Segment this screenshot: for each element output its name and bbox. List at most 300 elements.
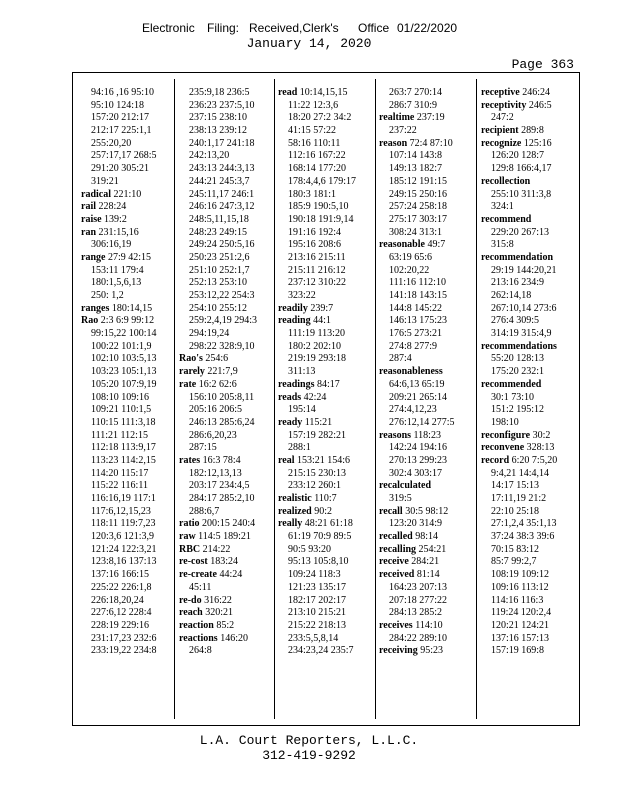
index-continuation	[481, 531, 573, 544]
page-line-refs: 253:12,22 254:3	[189, 290, 255, 301]
index-continuation	[481, 544, 573, 557]
index-term: rail	[81, 201, 96, 213]
page-line-refs: 45:11	[189, 581, 212, 593]
page-line-refs: 245:11,17 246:1	[189, 188, 255, 200]
page-line-refs: 240:1,17 241:18	[189, 137, 255, 149]
index-continuation	[379, 607, 471, 620]
page-line-refs: 107:14 143:8	[389, 150, 443, 162]
index-continuation	[81, 100, 173, 113]
page-line-refs: 112:18 113:9,17	[91, 442, 156, 454]
index-continuation	[379, 176, 471, 189]
page-line-refs: 215:11 216:12	[288, 264, 346, 276]
page-line-refs: 125:16	[523, 137, 552, 149]
page-line-refs: 328:13	[526, 442, 555, 454]
index-continuation	[81, 341, 173, 354]
page-line-refs: 226:18,20,24	[91, 594, 144, 606]
index-continuation	[81, 125, 173, 138]
index-entry	[481, 430, 573, 443]
page-line-refs: 115:22 116:11	[91, 480, 148, 492]
page-line-refs: 205:16 206:5	[189, 404, 243, 416]
index-continuation	[81, 595, 173, 608]
page-line-refs: 120:21 124:21	[491, 619, 550, 631]
index-continuation	[81, 404, 173, 417]
page-line-refs: 103:23 105:1,13	[91, 366, 157, 378]
page-line-refs: 137:16 157:13	[491, 632, 550, 644]
index-entry	[278, 87, 370, 100]
page-line-refs: 231:17,23 232:6	[91, 632, 157, 644]
page-line-refs: 254:6	[205, 353, 229, 365]
page-line-refs: 302:4 303:17	[389, 467, 443, 479]
page-line-refs: 215:15 230:13	[288, 467, 347, 479]
index-column-5	[481, 87, 573, 658]
page-line-refs: 114:10	[415, 619, 443, 631]
index-entry	[379, 430, 471, 443]
page-line-refs: 243:13 244:3,13	[189, 163, 255, 175]
index-continuation	[81, 328, 173, 341]
index-continuation	[278, 328, 370, 341]
page-line-refs: 6:20 7:5,20	[511, 454, 558, 466]
page-line-refs: 274:8 277:9	[389, 340, 438, 352]
index-continuation	[481, 607, 573, 620]
index-continuation	[81, 150, 173, 163]
index-term: reach	[179, 607, 203, 619]
index-term: raise	[81, 213, 102, 225]
index-continuation	[179, 214, 271, 227]
index-term: re-create	[179, 569, 217, 581]
page-line-refs: 157:19 169:8	[491, 645, 545, 657]
index-entry	[278, 303, 370, 316]
page-line-refs: 182:12,13,13	[189, 467, 242, 479]
page-line-refs: 30:5 98:12	[405, 505, 449, 517]
filing-header	[0, 21, 618, 37]
page-line-refs: 195:14	[288, 404, 316, 416]
index-continuation	[481, 189, 573, 202]
index-term: range	[81, 251, 106, 263]
index-entry	[379, 138, 471, 151]
column-divider	[174, 79, 175, 719]
index-continuation	[278, 239, 370, 252]
index-entry	[81, 189, 173, 202]
index-continuation	[481, 595, 573, 608]
index-continuation	[278, 556, 370, 569]
page-line-refs: 112:16 167:22	[288, 150, 346, 162]
page-line-refs: 123:8,16 137:13	[91, 556, 157, 568]
page-line-refs: 221:10	[113, 188, 142, 200]
page-line-refs: 259:2,4,19 294:3	[189, 315, 258, 327]
index-term: realized	[278, 505, 312, 517]
index-continuation	[179, 125, 271, 138]
index-continuation	[81, 493, 173, 506]
index-entry	[481, 455, 573, 468]
index-continuation	[278, 442, 370, 455]
page-line-refs: 157:20 212:17	[91, 112, 150, 124]
page-line-refs: 30:1 73:10	[491, 391, 535, 403]
page-line-refs: 17:11,19 21:2	[491, 493, 547, 504]
index-term: record	[481, 454, 510, 466]
index-term: rates	[179, 454, 201, 466]
page-line-refs: 164:23 207:13	[389, 581, 448, 593]
footer-phone: 312-419-9292	[262, 748, 356, 763]
page-line-refs: 252:13 253:10	[189, 277, 248, 289]
index-entry	[81, 201, 173, 214]
index-term: recognize	[481, 137, 522, 149]
page-line-refs: 108:19 109:12	[491, 569, 550, 581]
page-line-refs: 264:8	[189, 645, 212, 657]
index-entry	[379, 620, 471, 633]
index-box	[72, 72, 580, 726]
page-line-refs: 123:20 314:9	[389, 518, 443, 530]
index-entry	[81, 252, 173, 265]
index-entry	[278, 392, 370, 405]
index-entry	[379, 239, 471, 252]
page-line-refs: 229:20 267:13	[491, 226, 550, 238]
index-continuation	[481, 480, 573, 493]
index-continuation	[81, 87, 173, 100]
index-continuation	[278, 620, 370, 633]
page-line-refs: 37:24 38:3 39:6	[491, 531, 555, 543]
index-continuation	[81, 112, 173, 125]
index-term: reasons	[379, 429, 412, 441]
page-line-refs: 237:19	[416, 112, 445, 124]
page-line-refs: 291:20 305:21	[91, 163, 150, 175]
page-line-refs: 141:18 143:15	[389, 290, 448, 301]
page-line-refs: 284:21	[411, 556, 440, 568]
index-entry	[179, 353, 271, 366]
page-line-refs: 237:12 310:22	[288, 277, 347, 289]
page-line-refs: 118:23	[413, 429, 441, 441]
index-continuation	[81, 379, 173, 392]
index-continuation	[278, 468, 370, 481]
column-divider	[274, 79, 275, 719]
index-continuation	[278, 607, 370, 620]
page-line-refs: 117:6,12,15,23	[91, 505, 151, 517]
index-term: read	[278, 87, 298, 98]
page-line-refs: 213:10 215:21	[288, 607, 347, 619]
electronic-label: Electronic	[142, 21, 195, 35]
index-continuation	[179, 493, 271, 506]
page-line-refs: 120:3,6 121:3,9	[91, 531, 155, 543]
page-line-refs: 257:17,17 268:5	[91, 150, 157, 162]
index-entry	[81, 227, 173, 240]
page-line-refs: 324:1	[491, 201, 514, 213]
index-term: rarely	[179, 366, 205, 378]
index-term: recommend	[481, 213, 532, 225]
index-continuation	[379, 518, 471, 531]
index-continuation	[379, 150, 471, 163]
index-term: readings	[278, 378, 315, 390]
index-term: readily	[278, 302, 308, 314]
index-continuation	[278, 214, 370, 227]
page-line-refs: 102:20,22	[389, 264, 430, 276]
page-line-refs: 250: 1,2	[91, 290, 124, 301]
index-term: reasonable	[379, 239, 425, 251]
index-continuation	[81, 544, 173, 557]
index-continuation	[81, 506, 173, 519]
index-continuation	[379, 201, 471, 214]
page-line-refs: 308:24 313:1	[389, 226, 443, 238]
index-term: receives	[379, 619, 413, 631]
page-line-refs: 311:13	[288, 366, 316, 378]
index-continuation	[481, 277, 573, 290]
page-line-refs: 248:23 249:15	[189, 226, 248, 238]
page-line-refs: 200:15 240:4	[202, 518, 256, 530]
index-continuation	[179, 645, 271, 658]
page-line-refs: 221:7,9	[207, 366, 238, 378]
index-continuation	[81, 645, 173, 658]
page-line-refs: 64:6,13 65:19	[389, 378, 445, 390]
page-line-refs: 284:22 289:10	[389, 632, 448, 644]
page-line-refs: 153:11 179:4	[91, 264, 144, 276]
page-line-refs: 249:24 250:5,16	[189, 239, 255, 251]
index-continuation	[278, 189, 370, 202]
page-line-refs: 146:20	[220, 632, 248, 644]
index-continuation	[81, 265, 173, 278]
index-continuation	[481, 404, 573, 417]
page-line-refs: 115:21	[304, 416, 333, 428]
page-line-refs: 176:5 273:21	[389, 328, 443, 340]
page-line-refs: 49:7	[427, 239, 446, 251]
page-line-refs: 95:10 124:18	[91, 99, 145, 111]
index-entry	[379, 366, 471, 379]
index-entry	[179, 455, 271, 468]
index-continuation	[379, 595, 471, 608]
page-line-refs: 203:17 234:4,5	[189, 480, 250, 492]
index-term: recipient	[481, 125, 519, 137]
index-continuation	[481, 556, 573, 569]
index-continuation	[179, 201, 271, 214]
office-label: Office	[358, 21, 390, 35]
page-line-refs: 94:16 ,16 95:10	[91, 87, 155, 98]
index-continuation	[481, 493, 573, 506]
page-line-refs: 289:8	[521, 125, 544, 137]
page-line-refs: 213:16 215:11	[288, 251, 346, 263]
column-divider	[375, 79, 376, 719]
index-entry	[179, 531, 271, 544]
index-continuation	[278, 480, 370, 493]
page-line-refs: 30:2	[532, 429, 551, 441]
page-line-refs: 110:7	[314, 493, 337, 504]
index-term: reconvene	[481, 442, 525, 454]
index-continuation	[179, 303, 271, 316]
index-term: reconfigure	[481, 429, 531, 441]
filing-label: Filing:	[207, 21, 240, 35]
index-continuation	[481, 506, 573, 519]
index-continuation	[81, 518, 173, 531]
index-continuation	[81, 531, 173, 544]
index-entry	[379, 531, 471, 544]
index-continuation	[379, 353, 471, 366]
index-term: reasonableness	[379, 366, 443, 378]
page-line-refs: 18:20 27:2 34:2	[288, 112, 352, 124]
index-entry	[81, 315, 173, 328]
page-line-refs: 85:2	[216, 619, 235, 631]
index-continuation	[278, 112, 370, 125]
page-line-refs: 182:17 202:17	[288, 594, 347, 606]
index-entry	[379, 569, 471, 582]
index-continuation	[278, 150, 370, 163]
page-line-refs: 180:1,5,6,13	[91, 277, 142, 289]
page-line-refs: 144:8 145:22	[389, 302, 443, 314]
index-continuation	[481, 468, 573, 481]
index-continuation	[278, 569, 370, 582]
index-term: recommended	[481, 378, 542, 390]
page-line-refs: 288:6,7	[189, 505, 220, 517]
page-line-refs: 215:22 218:13	[288, 619, 347, 631]
index-continuation	[179, 404, 271, 417]
page-line-refs: 113:23 114:2,15	[91, 454, 156, 466]
page-line-refs: 41:15 57:22	[288, 125, 337, 137]
page-line-refs: 95:23	[420, 645, 443, 657]
page-line-refs: 242:13,20	[189, 150, 230, 162]
page-line-refs: 85:7 99:2,7	[491, 556, 537, 568]
footer-company: L.A. Court Reporters, L.L.C.	[199, 733, 419, 748]
page-line-refs: 175:20 232:1	[491, 366, 545, 378]
page-line-refs: 81:14	[416, 569, 440, 581]
index-continuation	[179, 341, 271, 354]
index-continuation	[278, 531, 370, 544]
page-line-refs: 246:13 285:6,24	[189, 416, 255, 428]
index-continuation	[379, 189, 471, 202]
page-line-refs: 262:14,18	[491, 290, 532, 301]
page-line-refs: 185:9 190:5,10	[288, 201, 349, 213]
page-line-refs: 118:11 119:7,23	[91, 518, 156, 530]
index-continuation	[81, 290, 173, 303]
index-continuation	[278, 582, 370, 595]
page-line-refs: 315:8	[491, 239, 514, 251]
index-term: ranges	[81, 302, 110, 314]
index-continuation	[481, 201, 573, 214]
index-continuation	[379, 252, 471, 265]
page-line-refs: 294:19,24	[189, 328, 230, 340]
index-continuation	[379, 392, 471, 405]
index-continuation	[179, 315, 271, 328]
index-term: recommendation	[481, 251, 554, 263]
page-line-refs: 319:5	[389, 493, 412, 504]
index-continuation	[481, 290, 573, 303]
index-continuation	[481, 150, 573, 163]
index-entry	[179, 595, 271, 608]
index-continuation	[481, 353, 573, 366]
index-continuation	[179, 163, 271, 176]
page-line-refs: 178:4,4,6 179:17	[288, 175, 357, 187]
index-continuation	[179, 112, 271, 125]
index-continuation	[481, 518, 573, 531]
index-continuation	[379, 303, 471, 316]
index-continuation	[278, 595, 370, 608]
page-line-refs: 233:19,22 234:8	[91, 645, 157, 657]
index-continuation	[278, 138, 370, 151]
page-line-refs: 238:13 239:12	[189, 125, 248, 137]
index-continuation	[481, 239, 573, 252]
index-continuation	[379, 277, 471, 290]
index-continuation	[379, 227, 471, 240]
index-term: really	[278, 518, 303, 530]
index-continuation	[278, 290, 370, 303]
index-continuation	[179, 150, 271, 163]
index-continuation	[81, 239, 173, 252]
index-continuation	[278, 633, 370, 646]
index-entry	[481, 100, 573, 113]
index-entry	[278, 455, 370, 468]
index-continuation	[379, 455, 471, 468]
index-continuation	[278, 366, 370, 379]
page-line-refs: 246:16 247:3,12	[189, 201, 255, 213]
index-entry	[81, 214, 173, 227]
page-line-refs: 306:16,19	[91, 239, 132, 251]
page-line-refs: 14:17 15:13	[491, 480, 540, 492]
index-continuation	[179, 265, 271, 278]
page-line-refs: 146:13 175:23	[389, 315, 448, 327]
index-entry	[278, 506, 370, 519]
index-entry	[379, 544, 471, 557]
index-term: real	[278, 454, 295, 466]
index-continuation	[179, 442, 271, 455]
page-line-refs: 16:2 62:6	[198, 378, 237, 390]
index-continuation	[81, 366, 173, 379]
index-term: realistic	[278, 493, 312, 504]
index-continuation	[81, 468, 173, 481]
index-continuation	[179, 392, 271, 405]
index-continuation	[379, 87, 471, 100]
page-line-refs: 114:5 189:21	[198, 531, 251, 543]
page-line-refs: 212:17 225:1,1	[91, 125, 152, 137]
index-continuation	[179, 252, 271, 265]
index-continuation	[481, 392, 573, 405]
index-continuation	[81, 353, 173, 366]
page-line-refs: 9:4,21 14:4,14	[491, 467, 550, 479]
index-continuation	[379, 493, 471, 506]
page-line-refs: 323:22	[288, 290, 316, 301]
index-continuation	[179, 227, 271, 240]
page-line-refs: 121:24 122:3,21	[91, 543, 157, 555]
index-entry	[481, 176, 573, 189]
page-line-refs: 70:15 83:12	[491, 543, 540, 555]
page-line-refs: 209:21 265:14	[389, 391, 448, 403]
index-continuation	[81, 556, 173, 569]
index-continuation	[278, 404, 370, 417]
index-continuation	[179, 480, 271, 493]
page-line-refs: 168:14 177:20	[288, 163, 347, 175]
page-line-refs: 276:4 309:5	[491, 315, 540, 327]
index-term: re-cost	[179, 556, 208, 568]
index-continuation	[179, 468, 271, 481]
page-line-refs: 180:3 181:1	[288, 188, 337, 200]
page-line-refs: 225:22 226:1,8	[91, 581, 152, 593]
index-continuation	[179, 417, 271, 430]
page-line-refs: 246:5	[528, 99, 552, 111]
index-term: reactions	[179, 632, 218, 644]
index-entry	[278, 518, 370, 531]
index-continuation	[278, 252, 370, 265]
page-line-refs: 255:20,20	[91, 137, 132, 149]
page-line-refs: 288:1	[288, 442, 311, 454]
index-term: receive	[379, 556, 409, 568]
index-continuation	[379, 100, 471, 113]
page-line-refs: 108:10 109:16	[91, 391, 150, 403]
page-line-refs: 121:23 135:17	[288, 581, 347, 593]
page-line-refs: 55:20 128:13	[491, 353, 545, 365]
index-continuation	[481, 328, 573, 341]
index-continuation	[481, 112, 573, 125]
index-continuation	[278, 201, 370, 214]
page-line-refs: 126:20 128:7	[491, 150, 545, 162]
page-line-refs: 27:1,2,4 35:1,13	[491, 518, 557, 530]
page-line-refs: 233:12 260:1	[288, 480, 342, 492]
index-continuation	[379, 290, 471, 303]
received-label: Received,Clerk's	[249, 21, 339, 35]
page-line-refs: 263:7 270:14	[389, 87, 443, 98]
index-column-4	[379, 87, 471, 658]
